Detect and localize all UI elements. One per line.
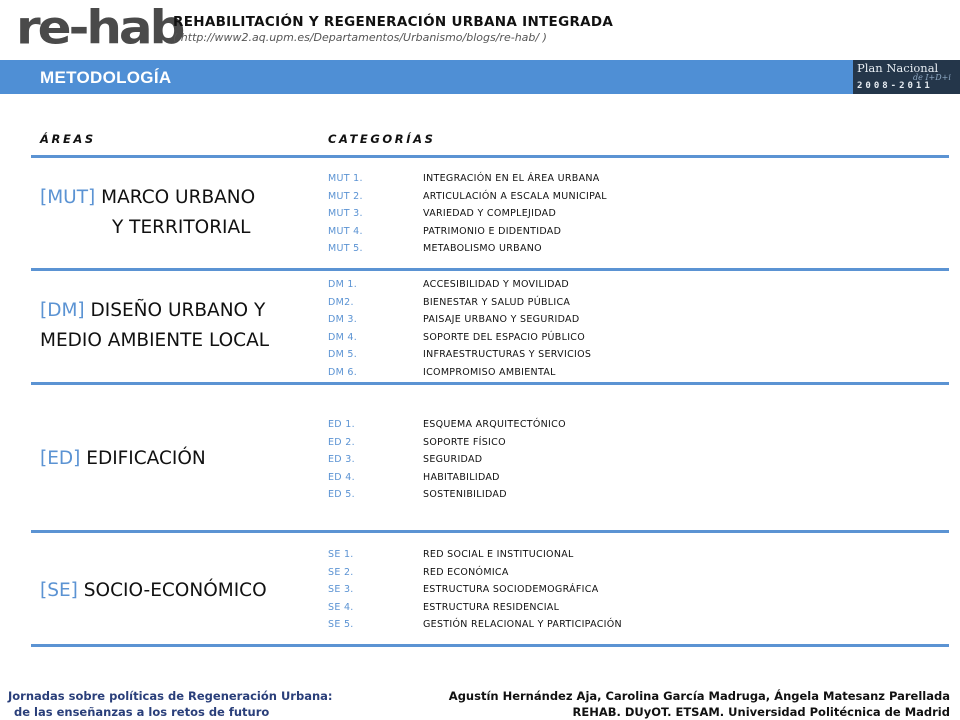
area-name: EDIFICACIÓN	[86, 448, 206, 469]
area-title-se	[40, 576, 267, 606]
footer-authors	[449, 688, 950, 720]
area-code: [MUT]	[40, 187, 96, 208]
category-name: INFRAESTRUCTURAS Y SERVICIOS	[423, 349, 592, 361]
category-name: ESTRUCTURA SOCIODEMOGRÁFICA	[423, 584, 599, 596]
category-row	[328, 346, 928, 364]
areas-column-header: ÁREAS	[40, 132, 96, 146]
plan-nacional-badge	[853, 60, 960, 94]
category-code: MUT 4.	[328, 225, 363, 237]
section-divider	[31, 382, 949, 385]
area-name: SOCIO-ECONÓMICO	[83, 580, 267, 601]
category-name: BIENESTAR Y SALUD PÚBLICA	[423, 296, 571, 308]
area-title-dm	[40, 296, 269, 356]
plan-nacional-title: Plan Nacional	[857, 61, 939, 75]
category-row	[328, 599, 928, 617]
section-divider	[31, 155, 949, 158]
category-code: ED 2.	[328, 436, 355, 448]
category-code: DM2.	[328, 296, 354, 308]
footer-authors-line2: REHAB. DUyOT. ETSAM. Universidad Politécnica de Madrid	[572, 705, 950, 719]
area-code: [SE]	[40, 580, 78, 601]
footer-event-line1: Jornadas sobre políticas de Regeneración Urbana:	[8, 689, 333, 703]
category-name: ESQUEMA ARQUITECTÓNICO	[423, 419, 566, 431]
footer-authors-line1: Agustín Hernández Aja, Carolina García Madruga, Ángela Matesanz Parellada	[448, 689, 950, 703]
category-name: ICOMPROMISO AMBIENTAL	[423, 366, 556, 378]
category-name: SOPORTE DEL ESPACIO PÚBLICO	[423, 331, 586, 343]
category-name: SOPORTE FÍSICO	[423, 436, 506, 448]
category-row	[328, 486, 928, 504]
blog-url: ( http://www2.aq.upm.es/Departamentos/Urbanismo/blogs/re-hab/ )	[173, 31, 547, 44]
category-row	[328, 469, 928, 487]
category-row	[328, 276, 928, 294]
category-row	[328, 616, 928, 634]
category-code: ED 3.	[328, 454, 355, 466]
plan-nacional-years: 2008-2011	[857, 81, 933, 91]
category-code: DM 5.	[328, 349, 358, 361]
category-row	[328, 564, 928, 582]
category-name: METABOLISMO URBANO	[423, 243, 542, 255]
area-name: MARCO URBANO	[101, 187, 256, 208]
area-title-mut	[40, 183, 255, 243]
category-row	[328, 581, 928, 599]
area-name-line2: MEDIO AMBIENTE LOCAL	[40, 330, 270, 351]
area-code: [ED]	[40, 448, 81, 469]
category-list-ed	[328, 416, 928, 504]
category-list-se	[328, 546, 928, 634]
area-title-ed	[40, 444, 206, 474]
category-row	[328, 240, 928, 258]
category-code: ED 5.	[328, 489, 355, 501]
category-row	[328, 451, 928, 469]
page-header-title: REHABILITACIÓN Y REGENERACIÓN URBANA INTEGRADA	[173, 14, 614, 30]
category-name: SEGURIDAD	[423, 454, 483, 466]
category-row	[328, 416, 928, 434]
section-divider	[31, 644, 949, 647]
category-row	[328, 364, 928, 382]
category-name: RED SOCIAL E INSTITUCIONAL	[423, 549, 574, 561]
category-code: DM 3.	[328, 314, 358, 326]
area-name: DISEÑO URBANO Y	[90, 300, 266, 321]
category-row	[328, 188, 928, 206]
category-list-dm	[328, 276, 928, 381]
category-row	[328, 205, 928, 223]
category-name: ARTICULACIÓN A ESCALA MUNICIPAL	[423, 190, 607, 202]
category-row	[328, 223, 928, 241]
category-code: SE 5.	[328, 619, 354, 631]
category-code: SE 3.	[328, 584, 354, 596]
category-code: SE 1.	[328, 549, 354, 561]
area-code: [DM]	[40, 300, 85, 321]
category-name: VARIEDAD Y COMPLEJIDAD	[423, 208, 557, 220]
category-row	[328, 329, 928, 347]
category-list-mut	[328, 170, 928, 258]
category-name: GESTIÓN RELACIONAL Y PARTICIPACIÓN	[423, 619, 622, 631]
category-code: SE 4.	[328, 601, 354, 613]
category-code: ED 1.	[328, 419, 355, 431]
category-name: HABITABILIDAD	[423, 471, 500, 483]
category-name: PATRIMONIO E DIDENTIDAD	[423, 225, 562, 237]
category-row	[328, 170, 928, 188]
banner-title: METODOLOGÍA	[40, 68, 172, 87]
category-row	[328, 434, 928, 452]
category-row	[328, 546, 928, 564]
category-row	[328, 311, 928, 329]
category-code: MUT 2.	[328, 190, 363, 202]
category-name: ACCESIBILIDAD Y MOVILIDAD	[423, 279, 570, 291]
category-code: DM 6.	[328, 366, 358, 378]
section-divider	[31, 268, 949, 271]
category-code: SE 2.	[328, 566, 354, 578]
area-name-line2: Y TERRITORIAL	[112, 217, 251, 238]
plan-nacional-subtitle: de I+D+i	[913, 73, 951, 82]
category-name: INTEGRACIÓN EN EL ÁREA URBANA	[423, 173, 600, 185]
category-code: MUT 3.	[328, 208, 363, 220]
category-row	[328, 294, 928, 312]
category-code: DM 1.	[328, 279, 358, 291]
section-divider	[31, 530, 949, 533]
category-code: ED 4.	[328, 471, 355, 483]
category-name: ESTRUCTURA RESIDENCIAL	[423, 601, 560, 613]
footer-event-line2: de las enseñanzas a los retos de futuro	[14, 705, 270, 719]
category-name: RED ECONÓMICA	[423, 566, 509, 578]
rehab-logo: re-hab	[16, 1, 183, 55]
category-code: MUT 1.	[328, 173, 363, 185]
footer-event	[8, 688, 333, 720]
category-code: DM 4.	[328, 331, 358, 343]
categories-column-header: CATEGORÍAS	[328, 132, 436, 146]
category-name: SOSTENIBILIDAD	[423, 489, 507, 501]
category-name: PAISAJE URBANO Y SEGURIDAD	[423, 314, 580, 326]
category-code: MUT 5.	[328, 243, 363, 255]
